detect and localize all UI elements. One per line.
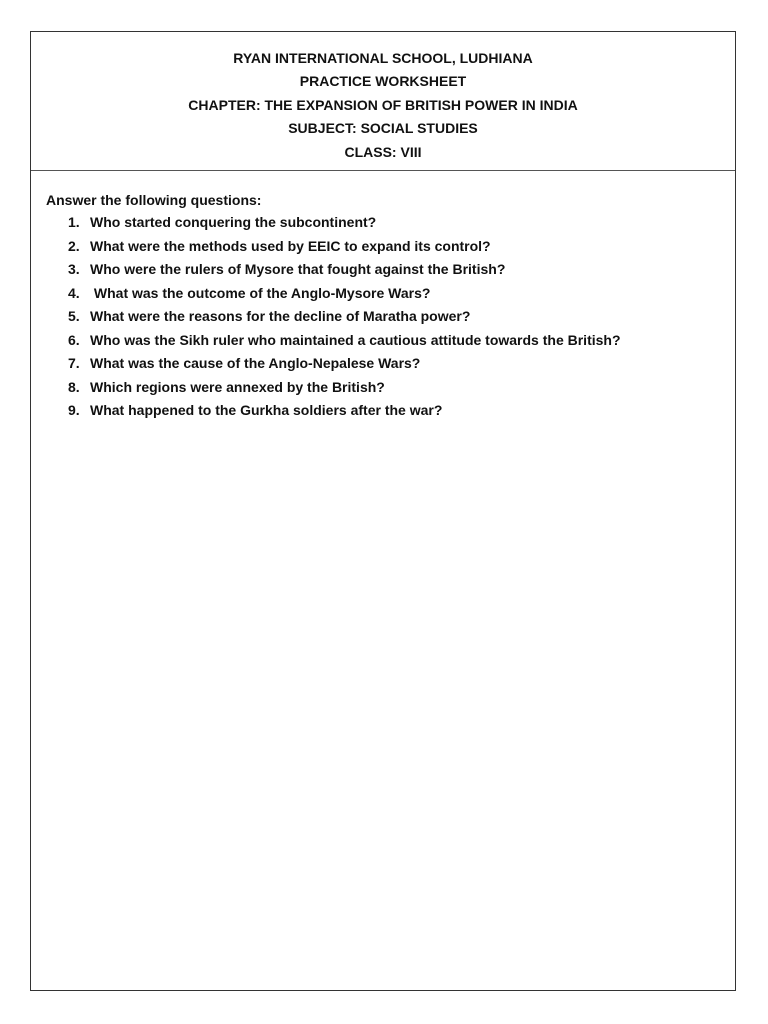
question-number: 5. — [68, 308, 80, 324]
instruction-text: Answer the following questions: — [46, 192, 262, 208]
question-text: What happened to the Gurkha soldiers after the war? — [90, 402, 443, 418]
question-text: Who started conquering the subcontinent? — [90, 214, 377, 230]
question-text: What was the cause of the Anglo-Nepalese Wars? — [90, 355, 421, 371]
question-text: Which regions were annexed by the British? — [90, 378, 385, 395]
question-number: 3. — [68, 261, 80, 277]
chapter-title: CHAPTER: THE EXPANSION OF BRITISH POWER IN INDIA — [188, 97, 578, 113]
question-item — [68, 237, 621, 261]
subject-label: SUBJECT: SOCIAL STUDIES — [288, 120, 478, 136]
question-text: What were the reasons for the decline of Maratha power? — [90, 308, 471, 324]
question-number: 6. — [68, 331, 80, 348]
question-number: 1. — [68, 214, 80, 230]
class-label: CLASS: VIII — [344, 144, 422, 160]
question-number: 8. — [68, 378, 80, 395]
question-item — [68, 284, 621, 308]
worksheet-title: PRACTICE WORKSHEET — [299, 73, 467, 89]
question-list — [68, 213, 621, 425]
question-item — [68, 354, 621, 378]
question-item — [68, 307, 621, 331]
question-number: 7. — [68, 355, 80, 371]
question-item — [68, 331, 621, 355]
question-text: Who were the rulers of Mysore that fought against the British? — [90, 261, 506, 277]
question-item — [68, 401, 621, 425]
worksheet-header — [31, 32, 735, 171]
school-name: RYAN INTERNATIONAL SCHOOL, LUDHIANA — [233, 50, 533, 66]
question-item — [68, 213, 621, 237]
question-text: Who was the Sikh ruler who maintained a cautious attitude towards the British? — [90, 331, 621, 348]
question-number: 4. — [68, 284, 80, 301]
question-item — [68, 260, 621, 284]
question-text: What was the outcome of the Anglo-Mysore Wars? — [90, 284, 431, 301]
question-text: What were the methods used by EEIC to expand its control? — [90, 237, 491, 254]
worksheet-page — [30, 31, 736, 991]
question-number: 9. — [68, 402, 80, 418]
question-number: 2. — [68, 237, 80, 254]
question-item — [68, 378, 621, 402]
